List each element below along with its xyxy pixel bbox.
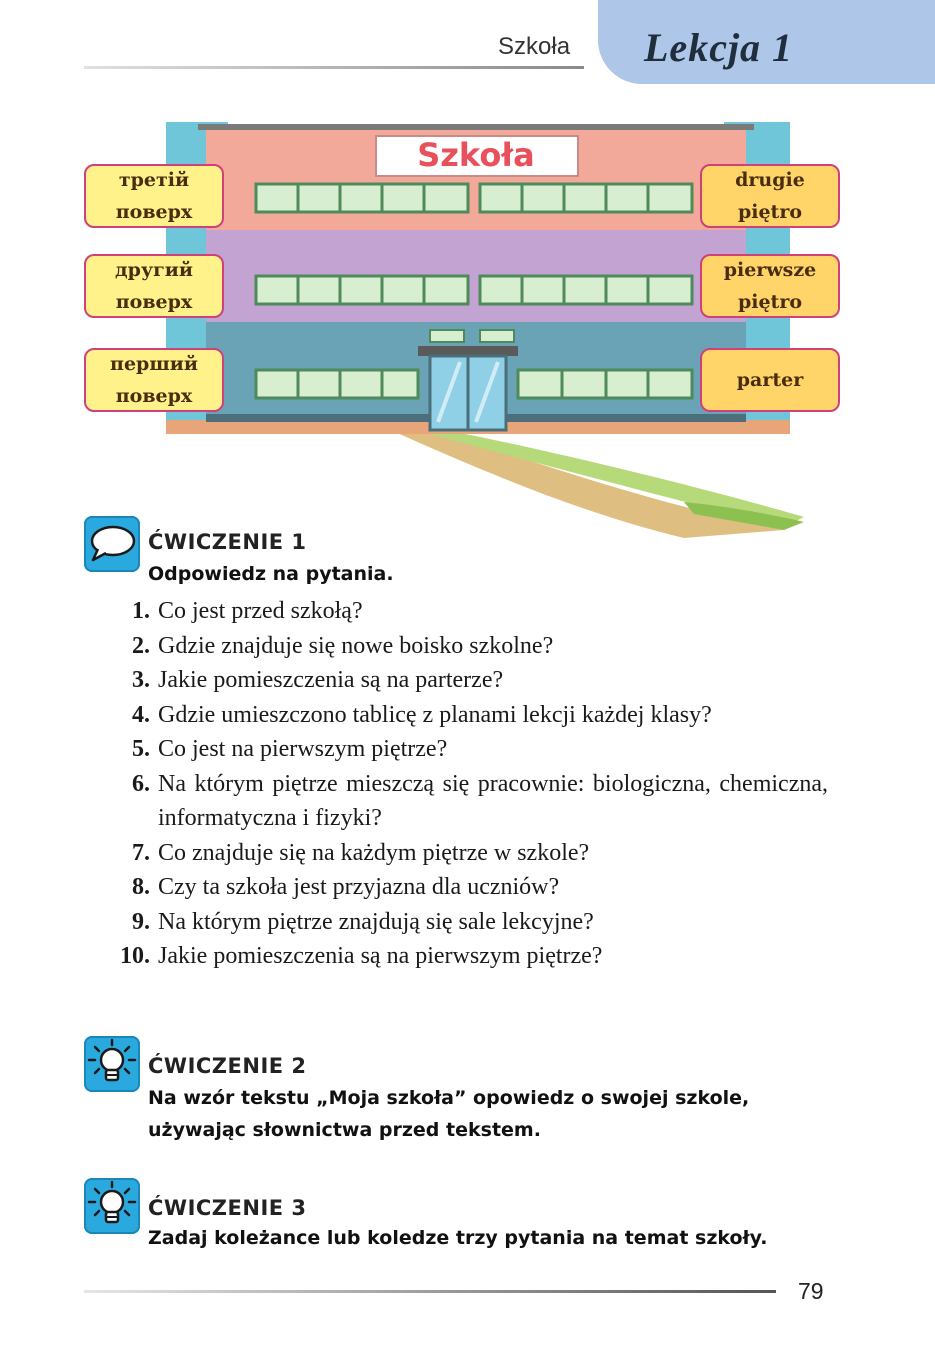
label-line: перший: [110, 353, 198, 375]
question-number: 9.: [132, 908, 150, 935]
question-number: 1.: [132, 598, 150, 624]
question-number: 6.: [132, 770, 150, 797]
exercise-2-instruction: Na wzór tekstu „Moja szkoła” opowiedz o swojej szkole, używając słownictwa przed tekstem.: [148, 1087, 750, 1141]
list-item: [100, 732, 828, 767]
label-line: третій: [118, 169, 190, 191]
header-topic: Szkoła: [498, 33, 571, 60]
exercise-1-instruction: Odpowiedz na pytania.: [148, 563, 394, 585]
question-text: Jakie pomieszczenia są na pierwszym piętrze?: [158, 943, 603, 969]
footer-divider: [84, 1290, 776, 1293]
label-line: piętro: [737, 201, 803, 223]
exercise-2-title: ĆWICZENIE 2: [148, 1054, 307, 1078]
building-sign: Szkoła: [417, 136, 535, 174]
question-text: Co jest na pierwszym piętrze?: [158, 736, 448, 762]
label-ground-floor-pl: [700, 348, 840, 412]
lesson-title: Lekcja 1: [644, 25, 794, 70]
question-number: 8.: [132, 874, 150, 900]
list-item: [100, 905, 828, 940]
label-first-floor-pl: [700, 254, 840, 318]
list-item: [100, 698, 828, 733]
header-divider: [84, 66, 584, 69]
list-item: [100, 939, 828, 974]
question-number: 2.: [132, 632, 150, 659]
label-line: поверх: [115, 291, 193, 313]
question-number: 7.: [132, 839, 150, 866]
school-building-illustration: [84, 122, 844, 542]
list-item: [100, 594, 828, 629]
list-item: [100, 870, 828, 905]
list-item: [100, 663, 828, 698]
question-text: Na którym piętrze znajdują się sale lekcyjne?: [158, 908, 594, 935]
question-number: 4.: [132, 701, 150, 728]
question-number: 10.: [120, 943, 150, 969]
label-line: piętro: [737, 291, 803, 313]
speech-bubble-icon: [84, 516, 140, 572]
label-line: поверх: [115, 201, 193, 223]
label-line: pierwsze: [723, 259, 817, 281]
question-number: 3.: [132, 667, 150, 693]
list-item: [100, 836, 828, 871]
exercise-3-title: ĆWICZENIE 3: [148, 1196, 307, 1220]
list-item: [100, 629, 828, 664]
list-item: [100, 767, 828, 836]
exercise-3-instruction: Zadaj koleżance lub koledze trzy pytania na temat szkoły.: [148, 1227, 768, 1249]
label-line: parter: [736, 369, 804, 391]
question-number: 5.: [132, 736, 150, 762]
question-text: Jakie pomieszczenia są na parterze?: [158, 667, 504, 693]
question-text: Gdzie umieszczono tablicę z planami lekcji każdej klasy?: [158, 701, 712, 728]
question-text: Gdzie znajduje się nowe boisko szkolne?: [158, 632, 554, 659]
question-list: [100, 594, 828, 974]
label-line: drugie: [735, 169, 805, 191]
lightbulb-icon: [84, 1036, 140, 1092]
label-first-floor-uk: [84, 348, 224, 412]
question-text: Co znajduje się na każdym piętrze w szkole?: [158, 839, 590, 866]
label-second-floor-uk: [84, 254, 224, 318]
question-text: Na którym piętrze mieszczą się pracownie: biologiczna, chemiczna, informatyczna i fizyki?: [158, 770, 828, 831]
label-line: поверх: [115, 385, 193, 407]
label-third-floor-uk: [84, 164, 224, 228]
label-second-floor-pl: [700, 164, 840, 228]
question-text: Co jest przed szkołą?: [158, 598, 363, 624]
page-number: 79: [798, 1278, 824, 1304]
label-line: другий: [115, 259, 193, 281]
exercise-1-title: ĆWICZENIE 1: [148, 530, 307, 554]
question-text: Czy ta szkoła jest przyjazna dla uczniów?: [158, 874, 560, 900]
lesson-tab: [598, 0, 935, 84]
lightbulb-icon: [84, 1178, 140, 1234]
